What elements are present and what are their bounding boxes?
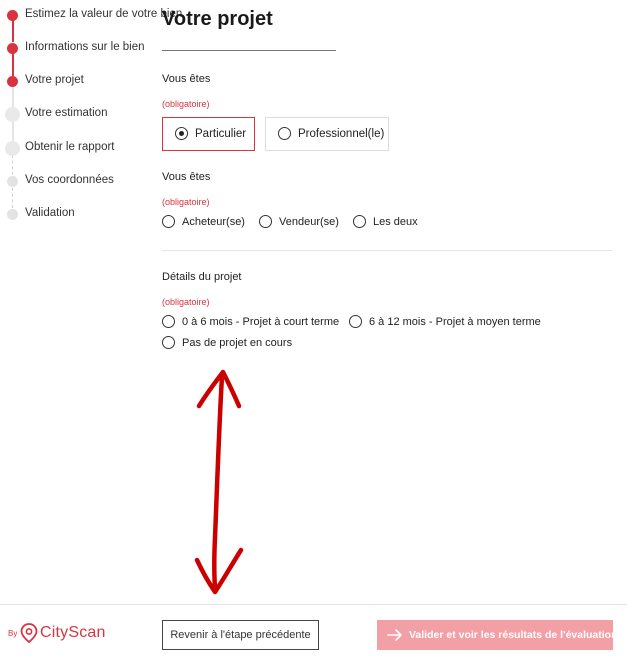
- step-informations[interactable]: [0, 38, 150, 58]
- option-label: 6 à 12 mois - Projet à moyen terme: [369, 316, 541, 328]
- step-label: Vos coordonnées: [25, 174, 114, 186]
- radio-icon[interactable]: [162, 336, 175, 349]
- option-label: Acheteur(se): [182, 216, 245, 228]
- step-label: Estimez la valeur de votre bien: [25, 8, 183, 20]
- cityscan-logo: [8, 622, 118, 644]
- radio-icon[interactable]: [353, 215, 366, 228]
- step-current-dot-icon: [7, 76, 18, 87]
- radio-icon[interactable]: [162, 215, 175, 228]
- step-label: Obtenir le rapport: [25, 141, 115, 153]
- map-pin-icon: [20, 623, 38, 643]
- step-pending-dot-icon: [7, 176, 18, 187]
- section-divider: [162, 250, 612, 251]
- option-label: Les deux: [373, 216, 418, 228]
- progress-stepper: [0, 0, 183, 240]
- option-label: Vendeur(se): [279, 216, 339, 228]
- option-particulier[interactable]: [162, 117, 255, 151]
- step-label: Votre estimation: [25, 107, 108, 119]
- option-label: Pas de projet en cours: [182, 337, 293, 349]
- q3-required: (obligatoire): [162, 297, 210, 307]
- step-votre-estimation: [0, 104, 150, 124]
- q1-label: Vous êtes: [162, 73, 211, 85]
- radio-icon[interactable]: [162, 315, 175, 328]
- brand-by: By: [8, 629, 18, 638]
- button-label: Valider et voir les résultats de l'évaluation: [409, 629, 618, 641]
- radio-icon[interactable]: [278, 127, 291, 140]
- q2-label: Vous êtes: [162, 171, 211, 183]
- arrow-right-icon: [387, 628, 403, 642]
- step-pending-dot-icon: [5, 107, 20, 122]
- option-label: Professionnel(le): [298, 128, 385, 140]
- q1-required: (obligatoire): [162, 99, 210, 109]
- option-label: Particulier: [195, 128, 247, 140]
- step-vos-coordonnees: [0, 171, 150, 191]
- radio-icon[interactable]: [349, 315, 362, 328]
- step-label: Validation: [25, 207, 75, 219]
- step-obtenir-rapport: [0, 138, 150, 158]
- footer-divider: [0, 604, 627, 605]
- q2-required: (obligatoire): [162, 197, 210, 207]
- step-done-dot-icon: [7, 10, 18, 21]
- step-pending-dot-icon: [5, 141, 20, 156]
- previous-step-button[interactable]: Revenir à l'étape précédente: [162, 620, 319, 650]
- step-votre-projet[interactable]: [0, 71, 150, 91]
- option-professionnel[interactable]: [265, 117, 389, 151]
- page-title: Votre projet: [162, 8, 273, 30]
- step-validation: [0, 204, 150, 224]
- radio-icon[interactable]: [259, 215, 272, 228]
- option-label: 0 à 6 mois - Projet à court terme: [182, 316, 340, 328]
- q3-label: Détails du projet: [162, 271, 242, 283]
- brand-name: CityScan: [40, 624, 106, 641]
- title-underline: [162, 50, 336, 51]
- double-arrow-annotation-icon: [185, 368, 255, 600]
- step-pending-dot-icon: [7, 209, 18, 220]
- step-done-dot-icon: [7, 43, 18, 54]
- step-label: Votre projet: [25, 74, 84, 86]
- step-estimez[interactable]: [0, 5, 183, 25]
- step-label: Informations sur le bien: [25, 41, 145, 53]
- validate-results-button[interactable]: [377, 620, 618, 650]
- radio-checked-icon[interactable]: [175, 127, 188, 140]
